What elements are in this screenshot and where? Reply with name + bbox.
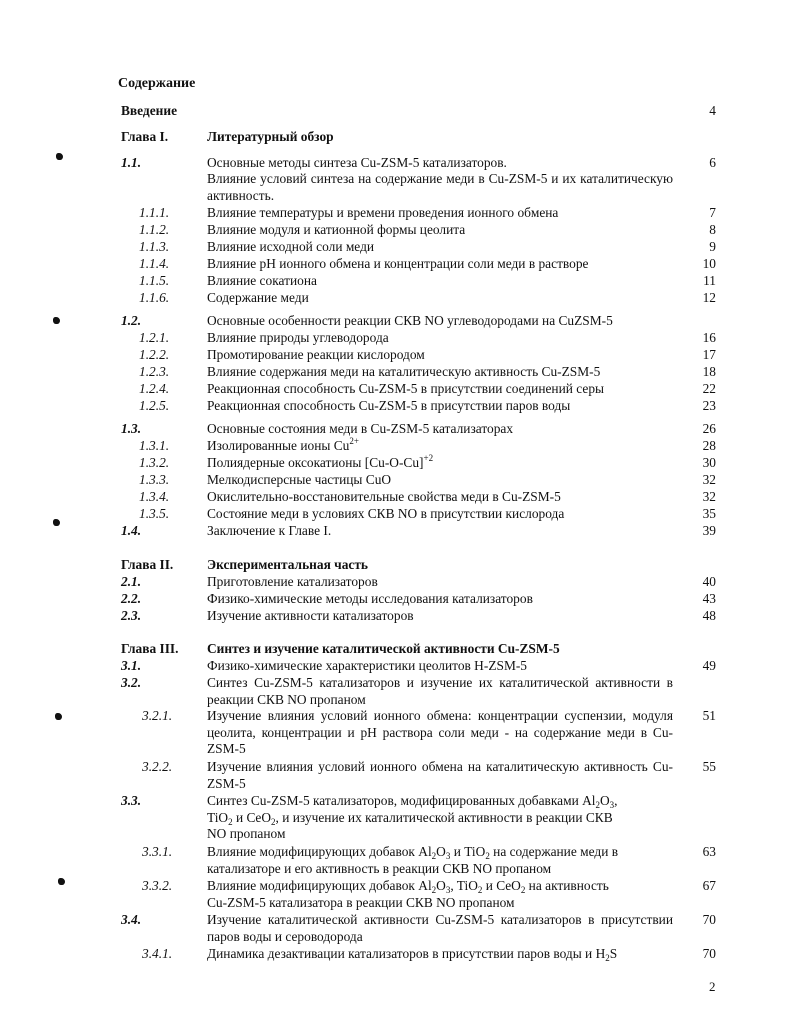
toc-page: 6 [709,155,716,170]
toc-number: 3.1. [121,658,142,673]
toc-number: 2.1. [121,574,142,589]
toc-title: Синтез и изучение каталитической активности Cu-ZSM-5 [207,641,560,656]
toc-page: 8 [709,222,716,237]
toc-number: 3.2.2. [142,759,173,774]
toc-title: Влияние температуры и времени проведения ионного обмена [207,205,559,220]
toc-title: Влияние природы углеводорода [207,330,389,345]
toc-title: Влияние сокатиона [207,273,317,288]
toc-page: 11 [703,273,716,288]
toc-title: Экспериментальная часть [207,557,369,572]
toc-number: 1.3.5. [139,506,170,521]
toc-number: Введение [121,103,178,118]
toc-title: Окислительно-восстановительные свойства меди в Cu-ZSM-5 [207,489,561,504]
toc-page: 30 [702,455,716,470]
toc-page: 63 [702,844,716,859]
toc-title: Реакционная способность Cu-ZSM-5 в присутствии паров воды [207,398,571,413]
toc-title: Изучение активности катализаторов [207,608,414,623]
toc-title: Влияние модифицирующих добавок $Al_2O_3$ и TiO$_2$ на содержание меди в катализаторе и его активность в реакции СКВ NO пропаном [207,844,619,876]
toc-title: Изучение влияния условий ионного обмена: концентрации суспензии, модуля цеолита, концентрации и pH раствора соли меди - на содержание меди в Cu-ZSM-5 [207,708,673,757]
scan-mark [58,878,65,885]
toc-page: 28 [702,438,716,453]
toc-number: 1.2.2. [139,347,170,362]
toc-title: Влияние модифицирующих добавок $Al_2O_3$, TiO$_2$ и CeO$_2$ на активность Cu-ZSM-5 катализатора в реакции СКВ NO пропаном [207,878,609,910]
toc-number: 1.2.3. [139,364,170,379]
toc-title: Литературный обзор [207,129,334,144]
toc-title: Физико-химические методы исследования катализаторов [207,591,533,606]
toc-title: Влияние условий синтеза на содержание меди в Cu-ZSM-5 и их каталитическую активность. [207,171,673,203]
toc-number: 1.4. [121,523,142,538]
toc-page: 10 [702,256,716,271]
toc-title: Состояние меди в условиях СКВ NO в присутствии кислорода [207,506,565,521]
toc-number: Глава I. [121,129,169,144]
toc-page: 16 [702,330,716,345]
toc-number: 1.3.2. [139,455,170,470]
toc-number: 1.3.4. [139,489,170,504]
toc-number: 1.2. [121,313,142,328]
toc-number: 2.3. [121,608,142,623]
toc-page: 9 [709,239,716,254]
toc-page: 70 [702,946,716,961]
toc-page: 7 [709,205,716,220]
toc-number: Глава II. [121,557,174,572]
scan-mark [53,519,60,526]
toc-page: 49 [702,658,716,673]
toc-page: 35 [702,506,716,521]
toc-number: 1.1.2. [139,222,170,237]
toc-number: 2.2. [121,591,142,606]
toc-title: Влияние pH ионного обмена и концентрации соли меди в растворе [207,256,589,271]
toc-page: 39 [702,523,716,538]
toc-page: 55 [702,759,716,774]
toc-number: 1.3.1. [139,438,170,453]
toc-title: Реакционная способность Cu-ZSM-5 в присутствии соединений серы [207,381,605,396]
toc-number: Глава III. [121,641,179,656]
toc-title: Содержание меди [207,290,309,305]
toc-title: Влияние исходной соли меди [207,239,375,254]
toc-page: 40 [702,574,716,589]
toc-title: Основные особенности реакции СКВ NO углеводородами на CuZSM-5 [207,313,613,328]
toc-page: 26 [702,421,716,436]
toc-number: 3.3.2. [142,878,173,893]
toc-page: 17 [702,347,716,362]
toc-title: Основные методы синтеза Cu-ZSM-5 катализаторов. [207,155,507,170]
toc-number: 1.1.1. [139,205,170,220]
toc-title: Мелкодисперсные частицы CuO [207,472,392,487]
toc-title: Изолированные ионы $Cu^{2+}$ [207,436,359,453]
toc-number: 3.4. [121,912,142,927]
toc-number: 1.1.4. [139,256,170,271]
toc-number: 1.2.4. [139,381,170,396]
toc-title: Влияние модуля и катионной формы цеолита [207,222,466,237]
toc-page: 51 [702,708,716,723]
toc-title: Синтез Cu-ZSM-5 катализаторов и изучение их каталитической активности в реакции СКВ NO пропаном [207,675,673,707]
toc-page: 4 [709,103,716,118]
toc-page: 67 [702,878,716,893]
toc-title: Синтез Cu-ZSM-5 катализаторов, модифицированных добавками $Al_2O_3$, TiO$_2$ и CeO$_2$, и изучение их каталитической активности в реакции СКВ NO пропаном [207,793,618,842]
toc-page: 22 [702,381,716,396]
toc-number: 1.2.5. [139,398,170,413]
toc-heading: Содержание [118,76,196,91]
toc-title: Изучение каталитической активности Cu-ZSM-5 катализаторов в присутствии паров воды и сероводорода [207,912,673,944]
scan-mark [56,153,63,160]
toc-title: Динамика дезактивации катализаторов в присутствии паров воды и $H_2S$ [207,946,618,963]
toc-number: 3.3.1. [142,844,173,859]
toc-number: 1.1. [121,155,142,170]
toc-title: Промотирование реакции кислородом [207,347,425,362]
toc-number: 3.3. [121,793,142,808]
toc-number: 1.2.1. [139,330,170,345]
toc-title: Основные состояния меди в Cu-ZSM-5 катализаторах [207,421,514,436]
toc-number: 1.1.6. [139,290,170,305]
scan-mark [55,713,62,720]
toc-page: 12 [702,290,716,305]
toc-number: 1.3.3. [139,472,170,487]
toc-page: 18 [702,364,716,379]
toc-page: 70 [702,912,716,927]
toc-page: 23 [702,398,716,413]
toc-number: 3.2. [121,675,142,690]
toc-number: 3.2.1. [142,708,173,723]
toc-title: Влияние содержания меди на каталитическую активность Cu-ZSM-5 [207,364,601,379]
toc-number: 1.1.3. [139,239,170,254]
toc-title: Заключение к Главе I. [207,523,332,538]
toc-number: 1.3. [121,421,142,436]
toc-page: 32 [702,472,716,487]
toc-page: 48 [702,608,716,623]
scan-mark [53,317,60,324]
toc-number: 1.1.5. [139,273,170,288]
toc-title: Полиядерные оксокатионы $[Cu-O-Cu]^{+2}$ [207,453,434,470]
toc-title: Приготовление катализаторов [207,574,378,589]
toc-page: 32 [702,489,716,504]
toc-title: Физико-химические характеристики цеолитов H-ZSM-5 [207,658,528,673]
toc-page: 43 [702,591,716,606]
page-number: 2 [709,979,716,994]
toc-title: Изучение влияния условий ионного обмена на каталитическую активность Cu-ZSM-5 [207,759,673,791]
toc-number: 3.4.1. [142,946,173,961]
